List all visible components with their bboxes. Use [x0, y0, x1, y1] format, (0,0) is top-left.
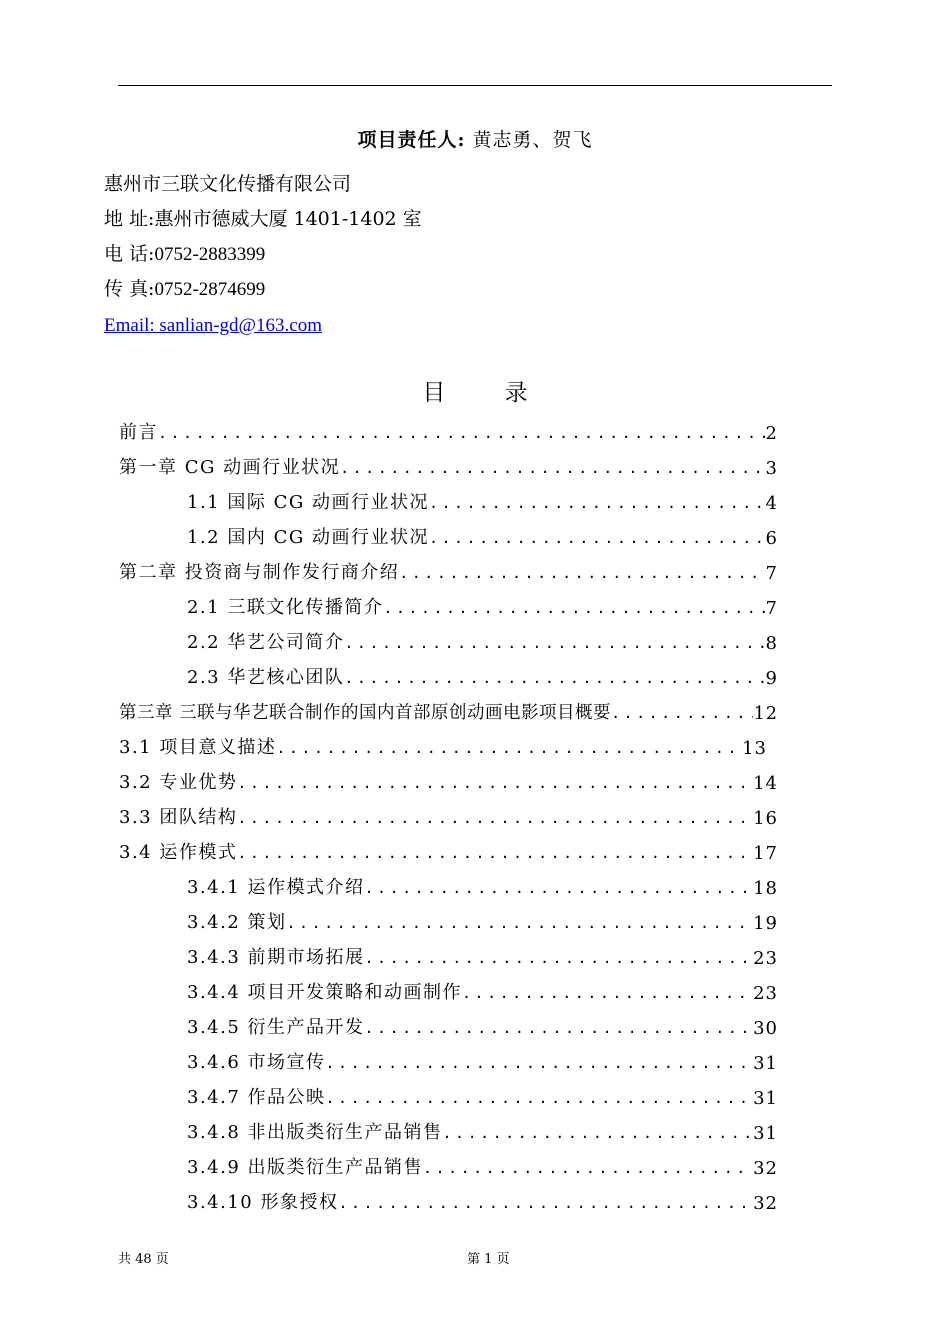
footer-total-pages: 共 48 页 [118, 1252, 169, 1267]
toc-entry[interactable] [119, 733, 767, 759]
toc-entry-page: 17 [753, 843, 778, 864]
toc-entry[interactable] [187, 978, 778, 1004]
company-phone [104, 242, 265, 267]
toc-entry-text: 3.4.9 出版类衍生产品销售 [187, 1157, 424, 1178]
toc-entry-text: 3.4.7 作品公映 [187, 1087, 326, 1108]
toc-entry-text: 3.4.1 运作模式介绍 [187, 877, 365, 898]
toc-entry[interactable] [187, 1188, 778, 1214]
toc-entry-page: 31 [753, 1053, 778, 1074]
toc-entry-text: 3.4.8 非出版类衍生产品销售 [187, 1122, 443, 1143]
toc-entry-text: 3.4.5 衍生产品开发 [187, 1017, 365, 1038]
toc-entry-text: 3.4 运作模式 [119, 842, 238, 863]
toc-entry[interactable] [187, 1083, 778, 1109]
toc-entry-text: 3.4.2 策划 [187, 912, 287, 933]
toc-entry-text: 1.2 国内 CG 动画行业状况 [187, 527, 429, 548]
company-name: 惠州市三联文化传播有限公司 [104, 173, 352, 195]
toc-entry-page: 7 [765, 598, 778, 619]
toc-leader [326, 1054, 753, 1074]
company-address [104, 207, 422, 231]
toc-entry-page: 8 [765, 633, 778, 654]
toc-entry-text: 3.3 团队结构 [119, 807, 238, 828]
toc-entry-page: 30 [753, 1018, 778, 1039]
phone-value: 0752-2883399 [154, 244, 266, 265]
toc-leader [365, 949, 753, 969]
toc-entry[interactable] [119, 418, 778, 444]
toc-entry-text: 2.1 三联文化传播简介 [187, 597, 384, 618]
toc-leader [399, 564, 764, 584]
toc-entry-text: 第三章 三联与华艺联合制作的国内首部原创动画电影项目概要 [119, 703, 612, 723]
toc-leader [429, 494, 765, 514]
toc-entry[interactable] [119, 453, 778, 479]
toc-entry[interactable] [187, 1153, 778, 1179]
toc-entry-page: 18 [753, 878, 778, 899]
toc-title: 目 录 [422, 380, 554, 406]
company-email [104, 313, 322, 338]
toc-entry[interactable] [187, 663, 778, 689]
toc-leader [326, 1089, 753, 1109]
toc-entry[interactable] [187, 1048, 778, 1074]
toc-entry[interactable] [187, 1013, 778, 1039]
toc-entry-page: 12 [753, 704, 778, 724]
toc-leader [423, 1159, 752, 1179]
toc-leader [344, 634, 764, 654]
toc-leader [443, 1124, 753, 1144]
toc-entry-page: 14 [753, 773, 778, 794]
toc-entry-page: 31 [753, 1123, 778, 1144]
address-value: 惠州市德威大厦 1401-1402 室 [154, 208, 422, 230]
toc-entry-page: 6 [765, 528, 778, 549]
toc-leader [429, 529, 765, 549]
toc-leader [365, 1019, 753, 1039]
toc-entry[interactable] [187, 488, 778, 514]
toc-entry[interactable] [187, 628, 778, 654]
toc-entry-text: 第二章 投资商与制作发行商介绍 [119, 562, 400, 583]
toc-leader [365, 879, 753, 899]
toc-entry-page: 32 [753, 1158, 778, 1179]
toc-entry[interactable] [119, 698, 778, 724]
toc-entry-page: 4 [765, 493, 778, 514]
phone-label: 电 话: [104, 243, 155, 265]
toc-entry-page: 31 [753, 1088, 778, 1109]
toc-entry-text: 2.2 华艺公司简介 [187, 632, 345, 653]
toc-entry-text: 3.4.3 前期市场拓展 [187, 947, 365, 968]
toc-leader [237, 774, 752, 794]
toc-entry[interactable] [187, 1118, 778, 1144]
toc-leader [462, 984, 752, 1004]
toc-leader [276, 739, 741, 759]
fax-value: 0752-2874699 [154, 279, 266, 300]
toc-leader [383, 599, 764, 619]
company-fax [104, 277, 265, 302]
toc-entry-text: 3.4.4 项目开发策略和动画制作 [187, 982, 463, 1003]
toc-entry-page: 3 [765, 458, 778, 479]
fax-label: 传 真: [104, 278, 155, 300]
toc-leader [611, 704, 753, 724]
responsible-names: 黄志勇、贺飞 [472, 129, 593, 151]
toc-entry-page: 32 [753, 1193, 778, 1214]
toc-entry-text: 3.4.6 市场宣传 [187, 1052, 326, 1073]
toc-entry-page: 23 [753, 948, 778, 969]
footer-current-page: 第 1 页 [467, 1252, 510, 1267]
toc-leader [287, 914, 753, 934]
toc-entry-page: 23 [753, 983, 778, 1004]
toc-entry-text: 前言 [119, 422, 158, 443]
toc-entry[interactable] [119, 558, 778, 584]
toc-leader [344, 669, 764, 689]
toc-leader [158, 424, 765, 444]
toc-entry[interactable] [187, 943, 778, 969]
toc-entry-text: 1.1 国际 CG 动画行业状况 [187, 492, 429, 513]
toc-entry-text: 第一章 CG 动画行业状况 [119, 457, 341, 478]
toc-entry-page: 7 [765, 563, 778, 584]
toc-entry-page: 13 [742, 738, 767, 759]
email-link[interactable]: Email: sanlian-gd@163.com [104, 315, 323, 336]
toc-entry[interactable] [119, 803, 778, 829]
toc-entry-page: 16 [753, 808, 778, 829]
toc-entry[interactable] [187, 908, 778, 934]
toc-entry-page: 2 [765, 423, 778, 444]
project-responsible [0, 125, 950, 152]
toc-entry-text: 3.2 专业优势 [119, 772, 238, 793]
responsible-label: 项目责任人: [357, 129, 466, 151]
toc-leader [338, 1194, 752, 1214]
toc-entry[interactable] [187, 873, 778, 899]
toc-leader [237, 844, 752, 864]
toc-entry-text: 2.3 华艺核心团队 [187, 667, 345, 688]
toc-entry[interactable] [187, 593, 778, 619]
toc-entry-page: 19 [753, 913, 778, 934]
toc-entry[interactable] [187, 523, 778, 549]
header-rule [118, 85, 832, 86]
address-label: 地 址: [104, 208, 155, 230]
toc-entry-page: 9 [765, 668, 778, 689]
toc-entry-text: 3.4.10 形象授权 [187, 1192, 339, 1213]
toc-leader [340, 459, 764, 479]
toc-leader [237, 809, 752, 829]
toc-entry[interactable] [119, 838, 778, 864]
toc-entry[interactable] [119, 768, 778, 794]
toc-entry-text: 3.1 项目意义描述 [119, 737, 277, 758]
